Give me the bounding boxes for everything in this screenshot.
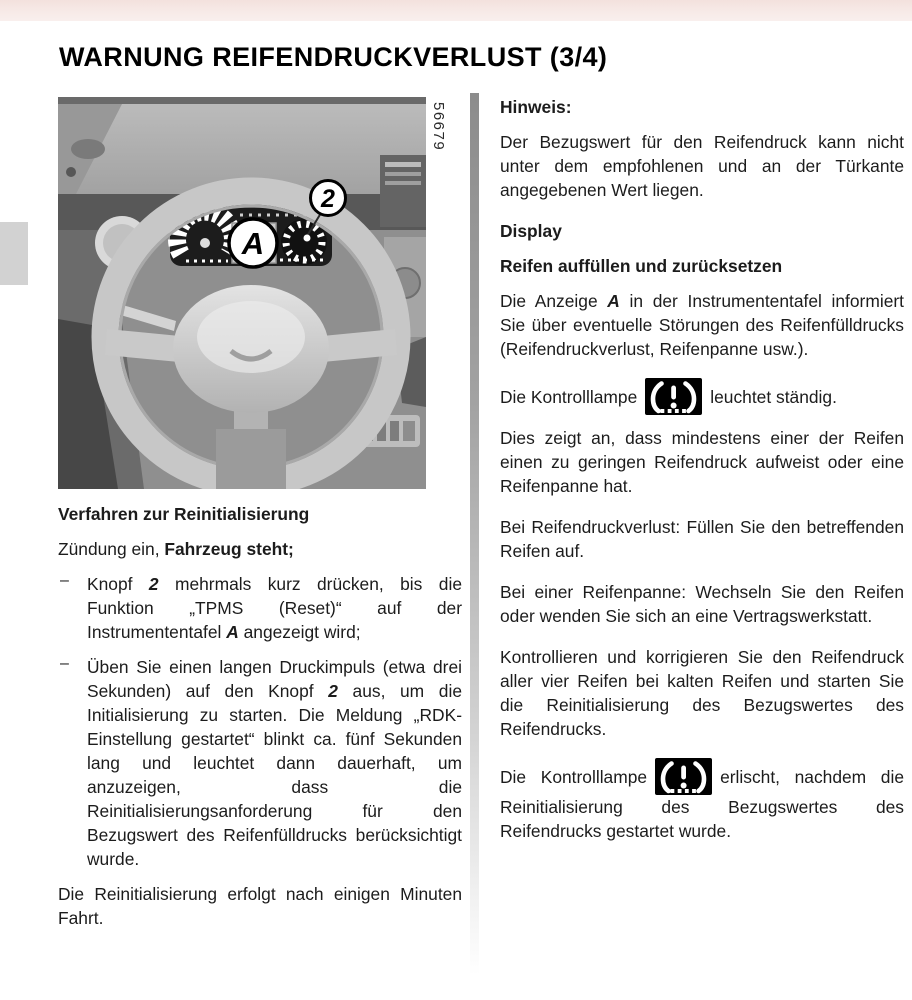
flat-tire-instruction: Bei einer Reifenpanne: Wechseln Sie den Reifen oder wenden Sie sich an eine Vertragswerkstatt. — [500, 582, 904, 626]
bullet-text: Üben Sie einen langen Druckimpuls (etwa drei Sekunden) auf den Knopf 2 aus, um die Initialisierung zu starten. Die Meldung „RDK-Einstellung gestartet“ blinkt ca. fünf Sekunden lang und leuchtet dann dauerhaft, um anzuzeigen, dass die Reinitialisierungsanforderung für den Bezugswert des Reifenfülldrucks berücksichtigt wurde. — [87, 657, 462, 869]
pressure-loss-instruction: Bei Reifendruckverlust: Füllen Sie den betreffenden Reifen auf. — [500, 517, 904, 561]
refill-reset-heading: Reifen auffüllen und zurücksetzen — [500, 256, 783, 276]
procedure-closing: Die Reinitialisierung erfolgt nach einigen Minuten Fahrt. — [58, 884, 462, 928]
lamp-on-explanation: Dies zeigt an, dass mindestens einer der Reifen einen zu geringen Reifendruck aufweist oder eine Reifenpanne hat. — [500, 428, 904, 496]
callout-2-label: 2 — [321, 185, 335, 213]
dashboard-figure — [58, 97, 462, 489]
page-top-color-band — [0, 0, 912, 21]
callout-button-2 — [311, 181, 346, 216]
procedure-heading: Verfahren zur Reinitialisierung — [58, 504, 310, 524]
chapter-edge-tab — [0, 222, 28, 285]
paragraph-lamp-on: Die Kontrolllampe leuchtet ständig. — [500, 378, 904, 415]
paragraph-lamp-off: Die Kontrolllampe erlischt, nachdem die Reinitialisierung des Bezugswertes des Reifendrucks gestartet wurde. — [500, 758, 904, 843]
list-item — [58, 572, 462, 644]
callout-a-label: A — [241, 226, 265, 261]
page-title: WARNUNG REIFENDRUCKVERLUST (3/4) — [59, 42, 608, 72]
check-correct-instruction: Kontrollieren und korrigieren Sie den Reifendruck aller vier Reifen bei kalten Reifen und starten Sie die Reinitialisierung des Bezugswertes des Reifendrucks. — [500, 647, 904, 739]
note-text: Der Bezugswert für den Reifendruck kann nicht unter dem empfohlenen und an der Türkante angegebenen Wert liegen. — [500, 132, 904, 200]
note-heading: Hinweis: — [500, 97, 572, 117]
column-divider — [470, 93, 479, 975]
display-heading: Display — [500, 221, 562, 241]
callout-display-a — [229, 219, 277, 267]
bullet-text: Knopf 2 mehrmals kurz drücken, bis die Funktion „TPMS (Reset)“ auf der Instrumententafel A angezeigt wird; — [87, 574, 462, 642]
figure-number: 56679 — [430, 102, 447, 152]
right-column — [500, 95, 904, 854]
list-item — [58, 655, 462, 871]
bullet-dash: – — [60, 572, 69, 589]
bullet-dash: – — [60, 655, 69, 672]
tpms-warning-lamp-icon — [645, 378, 702, 415]
tpms-warning-lamp-icon — [655, 758, 712, 795]
left-column — [58, 97, 462, 941]
display-info: Die Anzeige A in der Instrumententafel informiert Sie über eventuelle Störungen des Reifenfülldrucks (Reifendruckverlust, Reifenpanne usw.). — [500, 291, 904, 359]
dashboard-illustration — [58, 97, 426, 489]
procedure-intro: Zündung ein, Fahrzeug steht; — [58, 539, 294, 559]
